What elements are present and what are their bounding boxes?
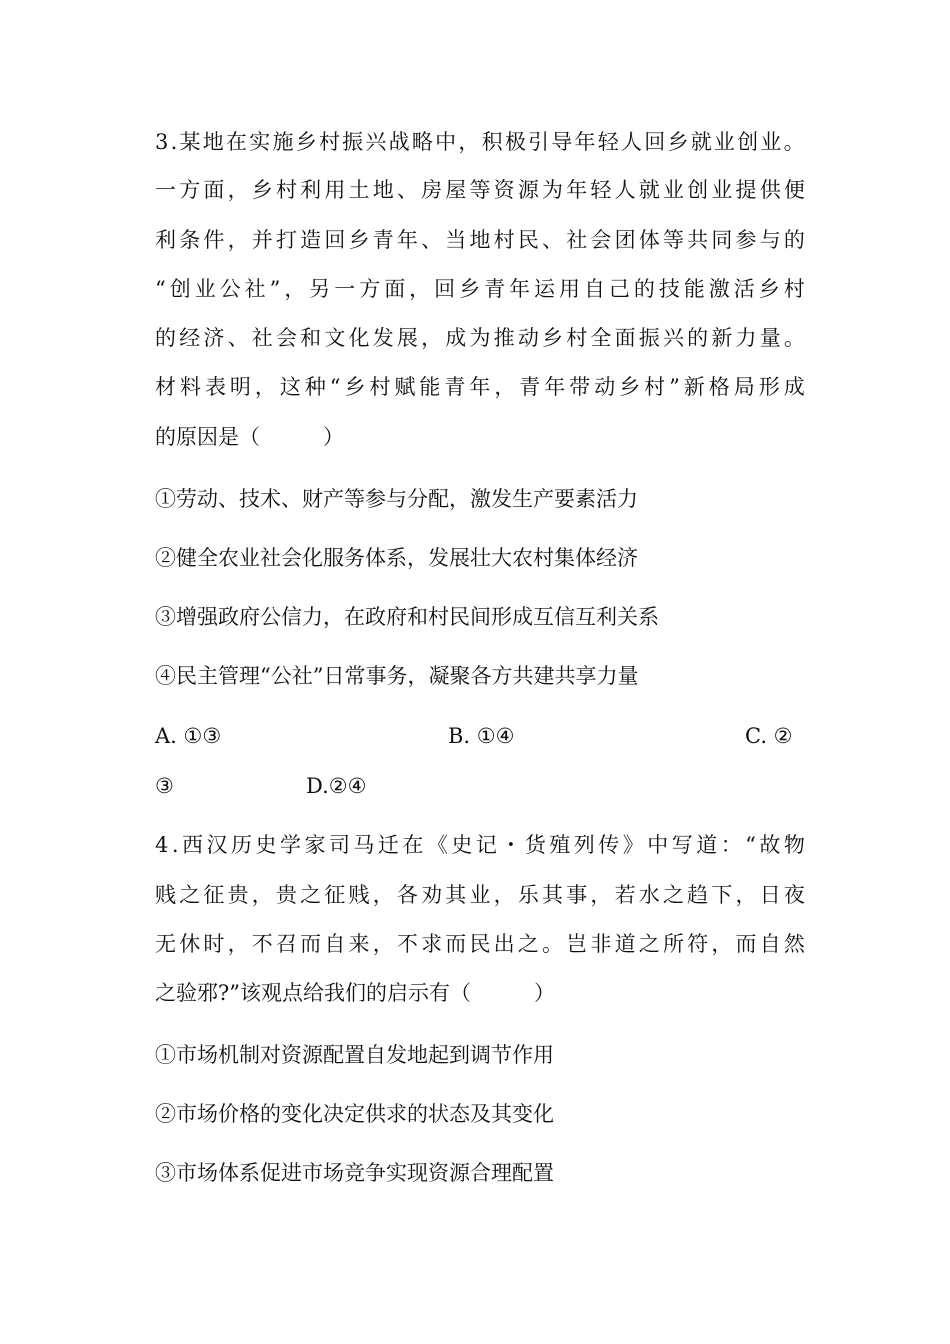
q3-option-a: A. ①③ — [155, 724, 222, 748]
q4-stem-line-3: 无 休 时 ， 不 召 而 自 来 ， 不 求 而 民 出 之 。 岂 非 道 之 所 符 ， 而 自 然 — [155, 932, 805, 956]
q4-statement-3: ③市场体系促进市场竞争实现资源合理配置 — [155, 1161, 554, 1185]
q4-statement-2: ②市场价格的变化决定供求的状态及其变化 — [155, 1102, 554, 1126]
q4-stem-line-4: 之验邪?”该观点给我们的启示有（ ） — [155, 981, 555, 1005]
q3-stem-line-5: 的 经 济 、 社 会 和 文 化 发 展 ， 成 为 推 动 乡 村 全 面 振 兴 的 新 力 量 。 — [155, 326, 805, 350]
q4-stem-line-1: 4 . 西 汉 历 史 学 家 司 马 迁 在 《 史 记 ・ 货 殖 列 传 》 中 写 道 ： “ 故 物 — [155, 833, 805, 857]
q3-stem-line-7: 的原因是（ ） — [155, 425, 344, 449]
q4-statement-1: ①市场机制对资源配置自发地起到调节作用 — [155, 1043, 554, 1067]
q3-stem-line-6: 材 料 表 明 ， 这 种 “ 乡 村 赋 能 青 年 ， 青 年 带 动 乡 村 ” 新 格 局 形 成 — [155, 375, 805, 399]
q3-statement-3: ③增强政府公信力，在政府和村民间形成互信互利关系 — [155, 605, 659, 629]
q3-options-row-2 — [155, 771, 805, 801]
q3-option-c-continued: ③ — [155, 774, 174, 798]
q3-stem-line-2: 一 方 面 ， 乡 村 利 用 土 地 、 房 屋 等 资 源 为 年 轻 人 就 业 创 业 提 供 便 — [155, 178, 805, 202]
q4-stem-line-2: 贱 之 征 贵 ， 贵 之 征 贱 ， 各 劝 其 业 ， 乐 其 事 ， 若 水 之 趋 下 ， 日 夜 — [155, 883, 805, 907]
q3-stem-line-1: 3 . 某 地 在 实 施 乡 村 振 兴 战 略 中 ， 积 极 引 导 年 轻 人 回 乡 就 业 创 业 。 — [155, 130, 805, 154]
q3-option-c: C. ② — [745, 724, 793, 748]
q3-statement-1: ①劳动、技术、财产等参与分配，激发生产要素活力 — [155, 487, 638, 511]
q3-stem-line-3: 利 条 件 ， 并 打 造 回 乡 青 年 、 当 地 村 民 、 社 会 团 体 等 共 同 参 与 的 — [155, 228, 805, 252]
q3-stem-line-4: “ 创 业 公 社 ” ， 另 一 方 面 ， 回 乡 青 年 运 用 自 己 的 技 能 激 活 乡 村 — [155, 277, 805, 301]
q3-statement-4: ④民主管理“公社”日常事务，凝聚各方共建共享力量 — [155, 664, 639, 688]
q3-option-b: B. ①④ — [448, 724, 515, 748]
q3-statement-2: ②健全农业社会化服务体系，发展壮大农村集体经济 — [155, 546, 638, 570]
q3-options-row-1 — [155, 721, 805, 751]
q3-option-d: D.②④ — [306, 774, 367, 798]
